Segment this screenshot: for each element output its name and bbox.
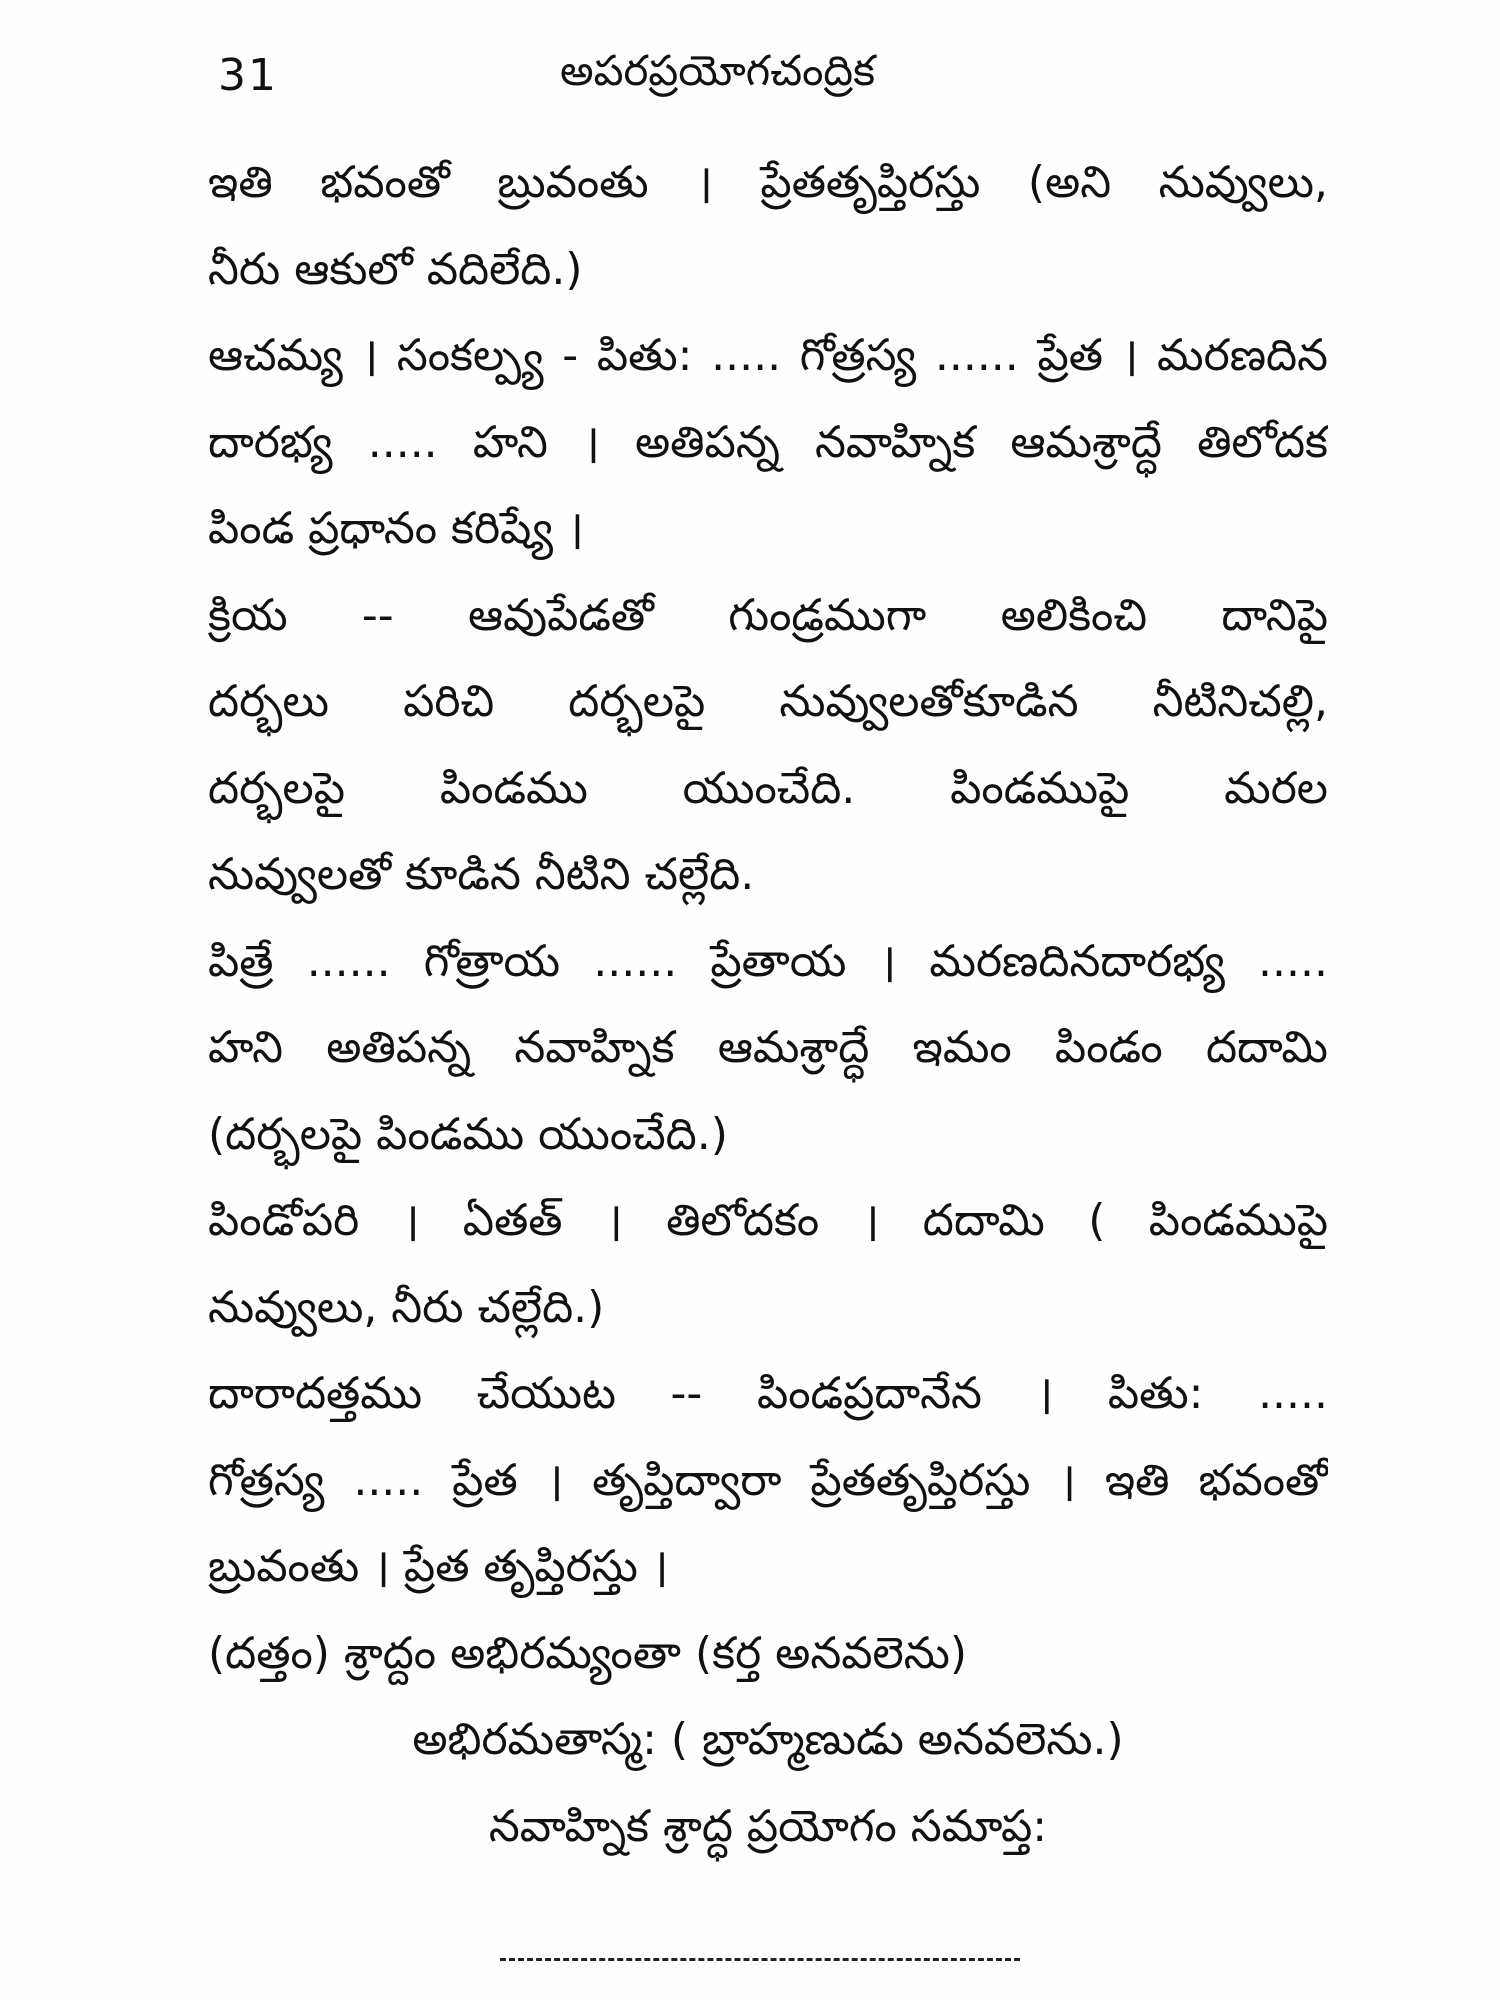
text-line: దర్భలు పరిచి దర్భలపై నువ్వులతోకూడిన నీటినిచల్లి,	[208, 676, 1328, 727]
text-line: పిండోపరి । ఏతత్ । తిలోదకం । దదామి ( పిండముపై	[208, 1195, 1328, 1246]
text-line: ఆచమ్య । సంకల్ప్య - పితు: ..... గోత్రస్య ...... ప్రేత । మరణదిన	[208, 330, 1328, 381]
page-header	[0, 40, 1500, 120]
section-end-dashed-rule	[500, 1958, 1020, 1961]
text-line: నువ్వులు, నీరు చల్లేది.)	[208, 1281, 605, 1333]
text-line: ఇతి భవంతో బ్రువంతు । ప్రేతతృప్తిరస్తు (అని నువ్వులు,	[208, 157, 1328, 208]
text-line: (దత్తం) శ్రాద్దం అభిరమ్యంతా (కర్త అనవలెను)	[208, 1627, 968, 1679]
text-line: నువ్వులతో కూడిన నీటిని చల్లేది.	[208, 849, 755, 900]
text-line: (దర్భలపై పిండము యుంచేది.)	[208, 1108, 728, 1160]
running-title: అపరప్రయోగచంద్రిక	[560, 46, 876, 95]
body-text	[208, 140, 1328, 1870]
text-line: దర్భలపై పిండము యుంచేది. పిండముపై మరల	[208, 762, 1328, 814]
text-line: దారభ్య ..... హని । అతిపన్న నవాహ్నిక ఆమశ్రాద్ధే తిలోదక	[208, 416, 1328, 468]
text-line: పిండ ప్రధానం కరిష్యే ।	[208, 503, 584, 554]
text-line: గోత్రస్య ..... ప్రేత । తృప్తిద్వారా ప్రేతతృప్తిరస్తు । ఇతి భవంతో	[208, 1454, 1328, 1506]
text-line: హని అతిపన్న నవాహ్నిక ఆమశ్రాద్ధే ఇమం పిండం దదామి	[208, 1022, 1328, 1073]
text-line: క్రియ -- ఆవుపేడతో గుండ్రముగా అలికించి దానిపై	[208, 589, 1328, 641]
page-number: 31	[218, 50, 278, 101]
text-line-centered: అభిరమతాస్మ: ( బ్రాహ్మణుడు అనవలెను.)	[412, 1714, 1124, 1765]
text-line: నీరు ఆకులో వదిలేది.)	[208, 243, 583, 295]
text-line: దారాదత్తము చేయుట -- పిండప్రదానేన । పితు: .....	[208, 1368, 1328, 1419]
text-line: పిత్రే ...... గోత్రాయ ...... ప్రేతాయ । మరణదినదారభ్య .....	[208, 935, 1328, 987]
closing-line: నవాహ్నిక శ్రాద్ధ ప్రయోగం సమాప్త:	[488, 1800, 1048, 1852]
text-line: బ్రువంతు । ప్రేత తృప్తిరస్తు ।	[208, 1541, 669, 1592]
